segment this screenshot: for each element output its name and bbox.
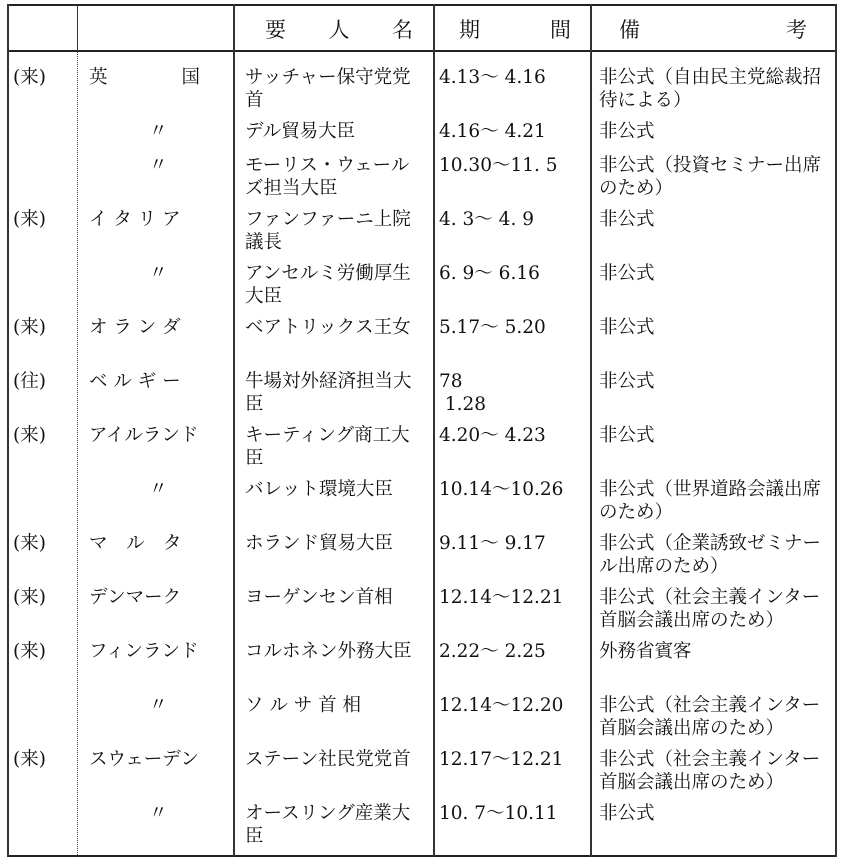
note-cell: 非公式（投資セミナー出席のため）	[599, 155, 822, 199]
country-cell: マ ル タ	[89, 533, 182, 554]
person-cell: バレット環境大臣	[245, 479, 393, 500]
header-person-1: 要	[265, 18, 286, 42]
note-cell: 非公式（自由民主党総裁招待による）	[599, 67, 822, 111]
person-cell: 牛場対外経済担当大臣	[245, 371, 412, 415]
col-divider-origin	[77, 4, 78, 52]
origin-cell: (来)	[13, 67, 46, 88]
origin-cell: (来)	[13, 533, 46, 554]
period-cell: 12.17～12.21	[439, 749, 564, 770]
person-cell: デル貿易大臣	[245, 121, 356, 142]
note-cell: 非公式	[599, 209, 655, 230]
person-cell: ヨーゲンセン首相	[245, 587, 393, 608]
country-cell: 〃	[149, 803, 168, 824]
period-cell: 2.22～ 2.25	[439, 641, 546, 662]
note-cell: 非公式（世界道路会議出席のため）	[599, 479, 822, 523]
note-cell: 非公式（社会主義インター首脳会議出席のため）	[599, 587, 821, 631]
person-cell: サッチャー保守党党首	[245, 67, 411, 111]
origin-cell: (来)	[13, 587, 46, 608]
person-cell: ステーン社民党党首	[245, 749, 411, 770]
header-person	[265, 12, 413, 46]
period-cell: 4.16～ 4.21	[439, 121, 546, 142]
origin-cell: (来)	[13, 209, 46, 230]
country-cell: 〃	[149, 479, 168, 500]
table-top-border	[7, 4, 837, 6]
note-cell: 非公式	[599, 263, 655, 284]
person-cell: ソ ル サ 首 相	[245, 695, 362, 716]
country-cell: 〃	[149, 155, 168, 176]
country-cell: 〃	[149, 695, 168, 716]
left-border	[7, 4, 9, 857]
country-cell: ベ ル ギ ー	[89, 371, 181, 392]
period-cell: 10. 7～10.11	[439, 803, 558, 824]
person-cell: ファンファーニ上院議長	[245, 209, 411, 253]
period-cell: 12.14～12.20	[439, 695, 564, 716]
header-note-2: 考	[786, 18, 807, 42]
period-cell: 10.30～11. 5	[439, 155, 558, 176]
header-period-1: 期	[459, 18, 480, 42]
period-cell: 4.20～ 4.23	[439, 425, 546, 446]
col-divider-origin-dotted	[77, 52, 78, 857]
header-period	[459, 12, 571, 46]
note-cell: 非公式（社会主義インター首脳会議出席のため）	[599, 749, 821, 793]
period-cell: 6. 9～ 6.16	[439, 263, 540, 284]
country-cell: フィンランド	[89, 641, 199, 662]
period-cell: 12.14～12.21	[439, 587, 564, 608]
period-cell: 4.13～ 4.16	[439, 67, 546, 88]
country-cell: デンマーク	[89, 587, 182, 608]
country-cell: オ ラ ン ダ	[89, 317, 181, 338]
visitors-table	[7, 4, 837, 857]
header-person-3: 名	[392, 18, 413, 42]
col-divider-period	[590, 4, 592, 857]
note-cell: 非公式（社会主義インター首脳会議出席のため）	[599, 695, 821, 739]
table-bottom-border	[7, 855, 837, 857]
note-cell: 非公式	[599, 425, 655, 446]
header-bottom-border	[7, 50, 837, 52]
period-cell: 4. 3～ 4. 9	[439, 209, 534, 230]
right-border	[835, 4, 837, 857]
person-cell: オースリング産業大臣	[245, 803, 411, 847]
period-cell: 78 1.28	[439, 371, 487, 415]
note-cell: 非公式	[599, 317, 655, 338]
person-cell: モーリス・ウェールズ担当大臣	[245, 155, 410, 199]
note-cell: 非公式（企業誘致ゼミナール出席のため）	[599, 533, 822, 577]
origin-cell: (来)	[13, 425, 46, 446]
period-cell: 10.14～10.26	[439, 479, 564, 500]
person-cell: ホランド貿易大臣	[245, 533, 394, 554]
origin-cell: (来)	[13, 749, 46, 770]
origin-cell: (往)	[13, 371, 46, 392]
country-cell: 〃	[149, 263, 168, 284]
person-cell: ベアトリックス王女	[245, 317, 411, 338]
header-person-2: 人	[328, 18, 350, 42]
period-cell: 9.11～ 9.17	[439, 533, 546, 554]
note-cell: 非公式	[599, 371, 655, 392]
country-cell: 英 国	[89, 67, 201, 88]
note-cell: 非公式	[599, 803, 655, 824]
country-cell: スウェーデン	[89, 749, 199, 770]
col-divider-person	[433, 4, 435, 857]
header-note-1: 備	[619, 18, 640, 42]
country-cell: 〃	[149, 121, 168, 142]
person-cell: キーティング商工大臣	[245, 425, 410, 469]
header-period-2: 間	[550, 18, 571, 42]
country-cell: イ タ リ ア	[89, 209, 181, 230]
origin-cell: (来)	[13, 641, 46, 662]
country-cell: アイルランド	[89, 425, 199, 446]
person-cell: アンセルミ労働厚生大臣	[245, 263, 411, 307]
note-cell: 外務省賓客	[599, 641, 692, 662]
origin-cell: (来)	[13, 317, 46, 338]
period-cell: 5.17～ 5.20	[439, 317, 546, 338]
header-note	[619, 12, 807, 46]
note-cell: 非公式	[599, 121, 655, 142]
person-cell: コルホネン外務大臣	[245, 641, 412, 662]
